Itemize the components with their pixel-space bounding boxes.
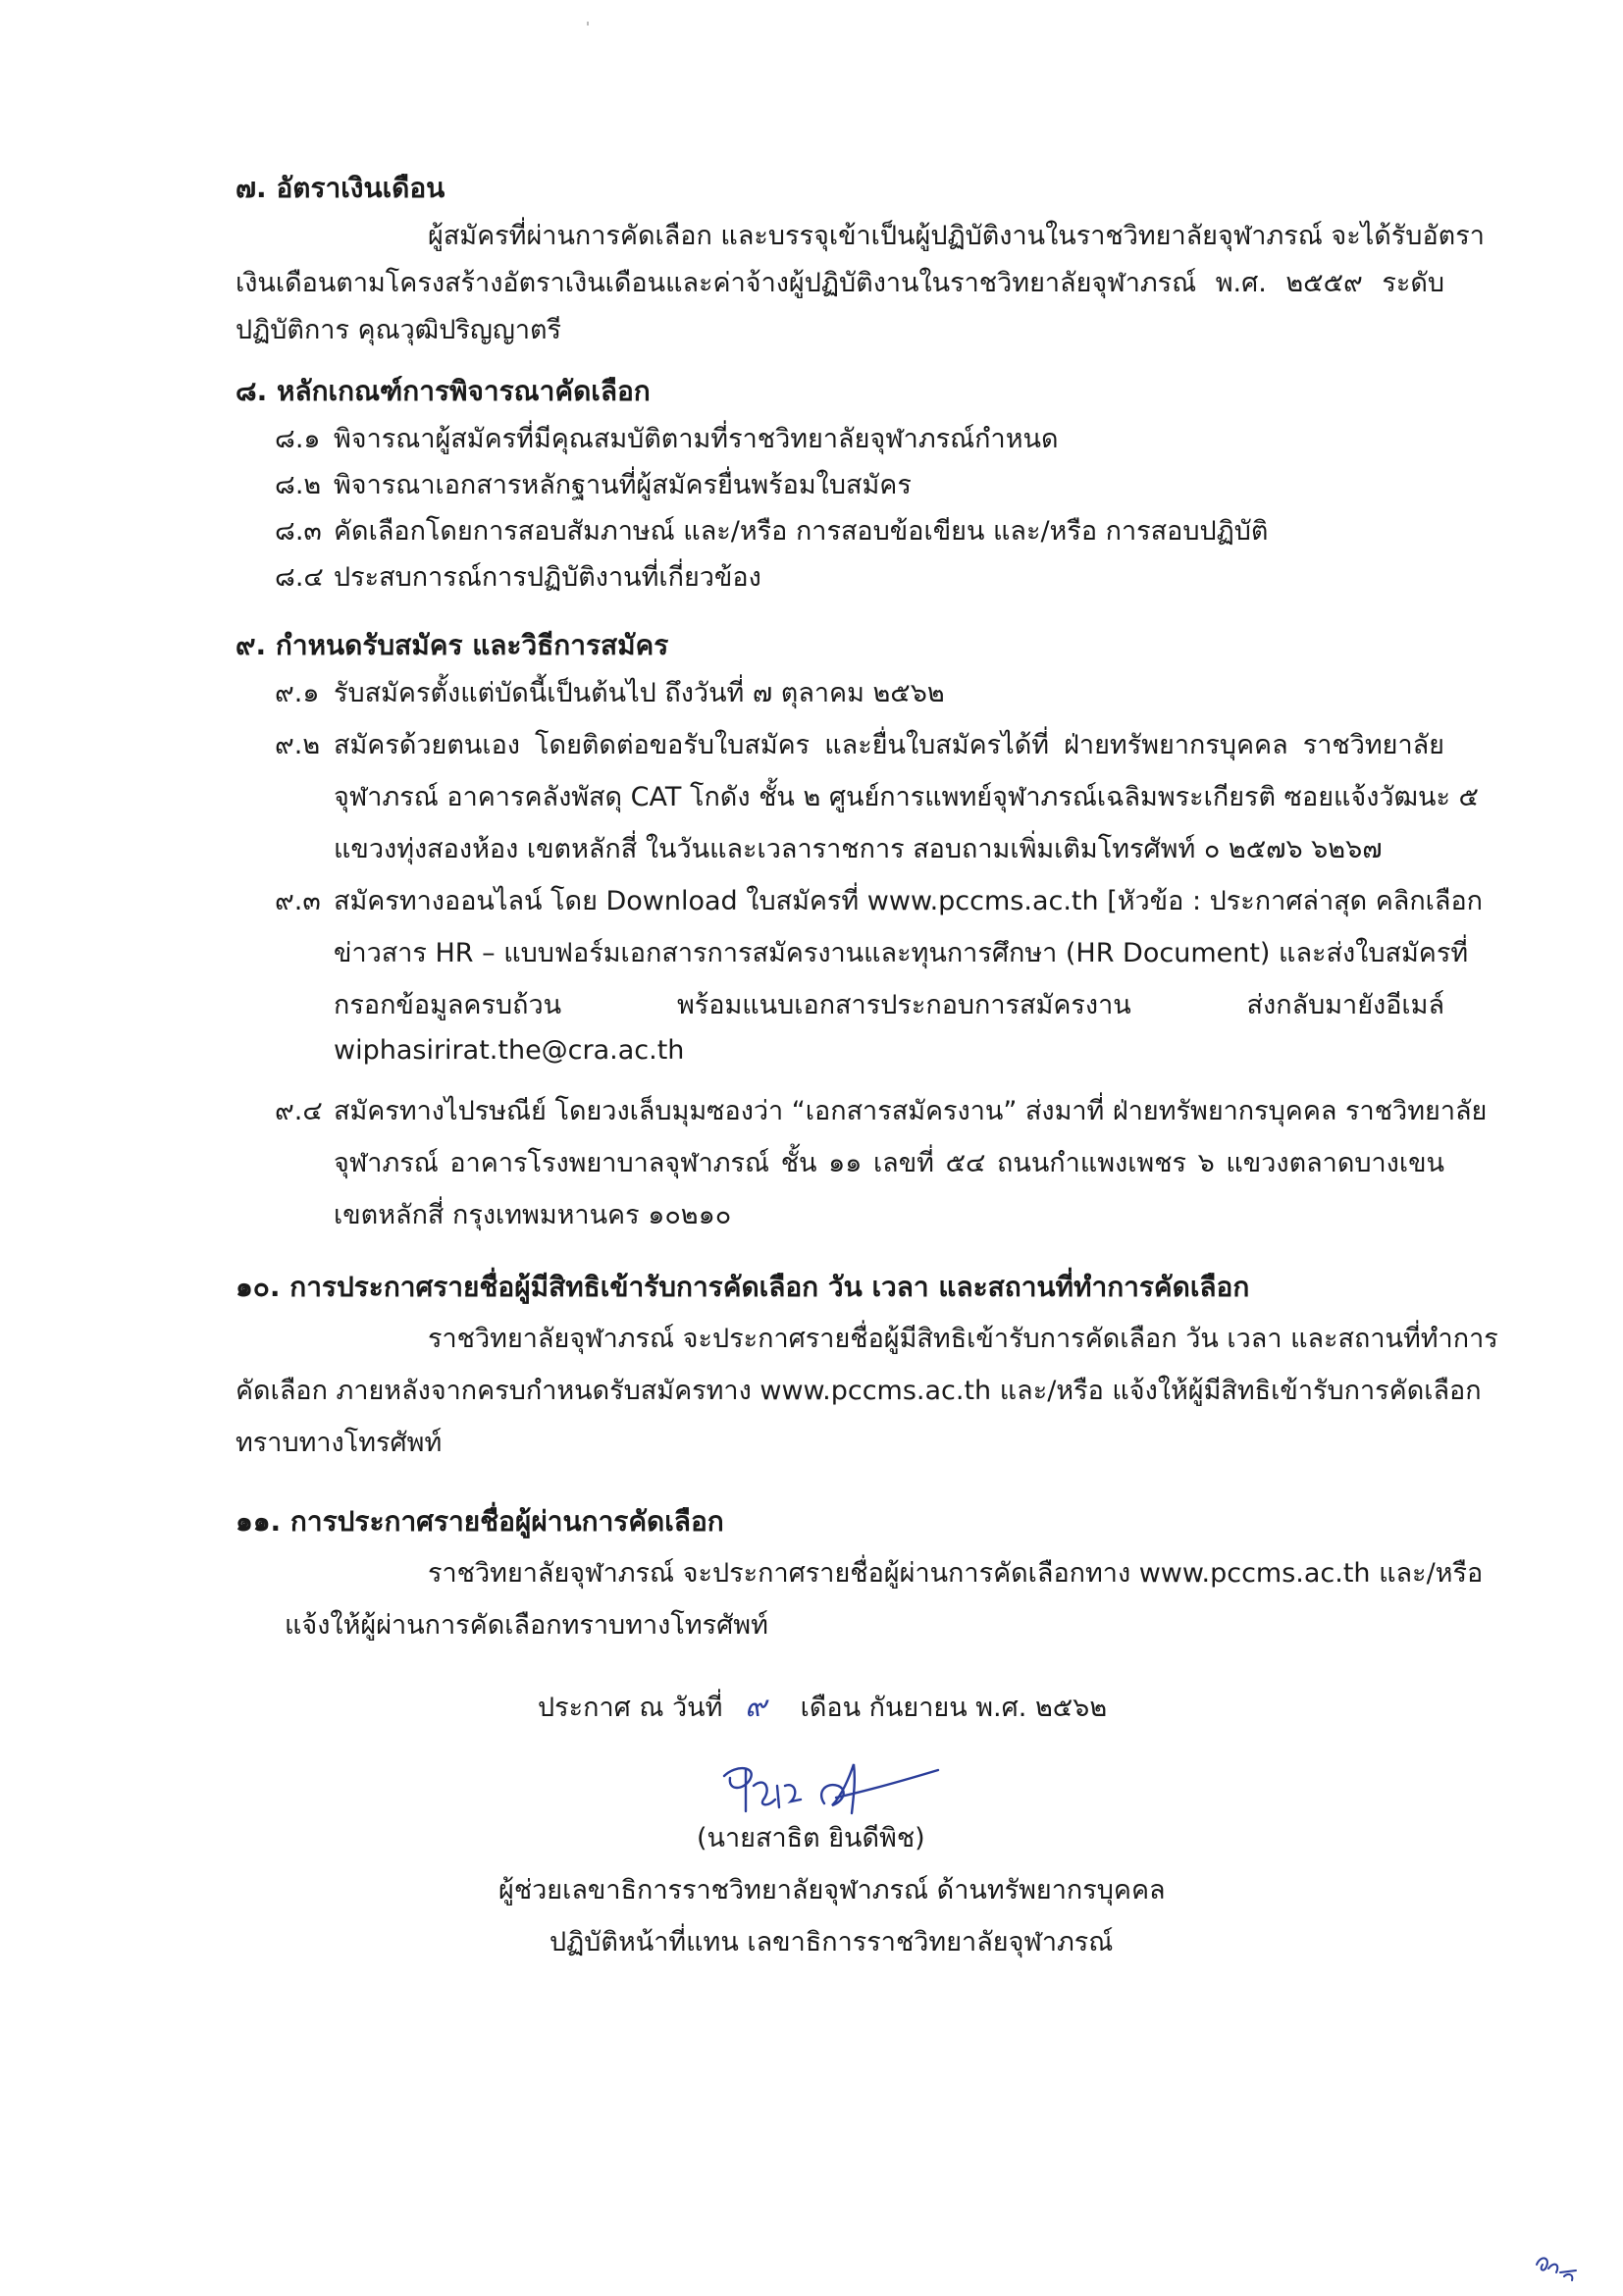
section-7-line-2: เงินเดือนตามโครงสร้างอัตราเงินเดือนและค่าจ้างผู้ปฏิบัติงานในราชวิทยาลัยจุฬาภรณ์ พ.ศ. ๒๕๕๙ ระดับ xyxy=(236,268,1444,298)
section-9-item-3-number: ๙.๓ xyxy=(275,886,321,916)
section-8-item-2-number: ๘.๒ xyxy=(275,470,322,500)
section-9-item-4-line-1: สมัครทางไปรษณีย์ โดยวงเล็บมุมซองว่า “เอกสารสมัครงาน” ส่งมาที่ ฝ่ายทรัพยากรบุคคล ราชวิทยาลัย xyxy=(334,1096,1488,1126)
section-9-item-2-line-3: แขวงทุ่งสองห้อง เขตหลักสี่ ในวันและเวลาราชการ สอบถามเพิ่มเติมโทรศัพท์ ๐ ๒๕๗๖ ๖๒๖๗ xyxy=(334,834,1383,864)
signatory-title-2: ปฏิบัติหน้าที่แทน เลขาธิการราชวิทยาลัยจุฬาภรณ์ xyxy=(550,1927,1114,1957)
section-11-line-2: แจ้งให้ผู้ผ่านการคัดเลือกทราบทางโทรศัพท์ xyxy=(285,1610,768,1641)
section-9-item-1-number: ๙.๑ xyxy=(275,678,320,708)
section-8-item-3-text: คัดเลือกโดยการสอบสัมภาษณ์ และ/หรือ การสอบข้อเขียน และ/หรือ การสอบปฏิบัติ xyxy=(334,516,1269,547)
section-9-item-4-line-3: เขตหลักสี่ กรุงเทพมหานคร ๑๐๒๑๐ xyxy=(334,1200,732,1230)
section-8-item-4-text: ประสบการณ์การปฏิบัติงานที่เกี่ยวข้อง xyxy=(334,562,761,593)
section-9-item-4-number: ๙.๔ xyxy=(275,1096,323,1126)
section-10-line-3: ทราบทางโทรศัพท์ xyxy=(236,1428,443,1458)
section-10-line-2: คัดเลือก ภายหลังจากครบกำหนดรับสมัครทาง www.pccms.ac.th และ/หรือ แจ้งให้ผู้มีสิทธิเข้ารับการคัดเลือก xyxy=(236,1376,1482,1406)
section-8-item-1-text: พิจารณาผู้สมัครที่มีคุณสมบัติตามที่ราชวิทยาลัยจุฬาภรณ์กำหนด xyxy=(334,424,1059,454)
section-9-item-4-line-2: จุฬาภรณ์ อาคารโรงพยาบาลจุฬาภรณ์ ชั้น ๑๑ เลขที่ ๕๔ ถนนกำแพงเพชร ๖ แขวงตลาดบางเขน xyxy=(334,1148,1444,1178)
announcement-date-line xyxy=(538,1684,1107,1730)
section-9-item-1-text: รับสมัครตั้งแต่บัดนี้เป็นต้นไป ถึงวันที่ ๗ ตุลาคม ๒๕๖๒ xyxy=(334,678,945,708)
section-11-line-1: ราชวิทยาลัยจุฬาภรณ์ จะประกาศรายชื่อผู้ผ่านการคัดเลือกทาง www.pccms.ac.th และ/หรือ xyxy=(428,1558,1484,1589)
signature-image xyxy=(707,1756,942,1825)
section-8-item-1-number: ๘.๑ xyxy=(275,424,321,454)
announcement-date-suffix: เดือน กันยายน พ.ศ. ๒๕๖๒ xyxy=(800,1693,1108,1723)
announcement-day-handwritten: ๙ xyxy=(745,1690,766,1724)
announcement-date-prefix: ประกาศ ณ วันที่ xyxy=(538,1693,723,1723)
scan-artifact xyxy=(587,22,589,26)
section-9-item-2-number: ๙.๒ xyxy=(275,730,321,760)
section-9-item-3-line-2: ข่าวสาร HR – แบบฟอร์มเอกสารการสมัครงานและทุนการศึกษา (HR Document) และส่งใบสมัครที่ xyxy=(334,938,1469,968)
section-9-item-3-line-1: สมัครทางออนไลน์ โดย Download ใบสมัครที่ www.pccms.ac.th [หัวข้อ : ประกาศล่าสุด คลิกเลือก xyxy=(334,886,1484,916)
section-10-line-1: ราชวิทยาลัยจุฬาภรณ์ จะประกาศรายชื่อผู้มีสิทธิเข้ารับการคัดเลือก วัน เวลา และสถานที่ทำการ xyxy=(428,1324,1498,1354)
section-7-line-1: ผู้สมัครที่ผ่านการคัดเลือก และบรรจุเข้าเป็นผู้ปฏิบัติงานในราชวิทยาลัยจุฬาภรณ์ จะได้รับอัตรา xyxy=(428,221,1485,251)
section-11-heading: ๑๑. การประกาศรายชื่อผู้ผ่านการคัดเลือก xyxy=(236,1505,724,1538)
section-9-item-2-line-2: จุฬาภรณ์ อาคารคลังพัสดุ CAT โกดัง ชั้น ๒ ศูนย์การแพทย์จุฬาภรณ์เฉลิมพระเกียรติ ซอยแจ้งวัฒนะ ๕ xyxy=(334,782,1479,812)
section-8-item-2-text: พิจารณาเอกสารหลักฐานที่ผู้สมัครยื่นพร้อมใบสมัคร xyxy=(334,470,912,500)
section-9-item-3-line-3: กรอกข้อมูลครบถ้วน พร้อมแนบเอกสารประกอบการสมัครงาน ส่งกลับมายังอีเมล์ xyxy=(334,990,1444,1020)
signatory-title-1: ผู้ช่วยเลขาธิการราชวิทยาลัยจุฬาภรณ์ ด้านทรัพยากรบุคคล xyxy=(498,1875,1166,1905)
section-9-heading: ๙. กำหนดรับสมัคร และวิธีการสมัคร xyxy=(236,629,669,661)
section-7-heading: ๗. อัตราเงินเดือน xyxy=(236,172,445,204)
initials-mark xyxy=(1531,2247,1590,2286)
section-8-item-4-number: ๘.๔ xyxy=(275,562,324,593)
section-7-line-3: ปฏิบัติการ คุณวุฒิปริญญาตรี xyxy=(236,315,562,345)
section-8-item-3-number: ๘.๓ xyxy=(275,516,322,547)
signatory-name: (นายสาธิต ยินดีพิช) xyxy=(697,1823,925,1853)
section-10-heading: ๑๐. การประกาศรายชื่อผู้มีสิทธิเข้ารับการคัดเลือก วัน เวลา และสถานที่ทำการคัดเลือก xyxy=(236,1271,1250,1303)
section-9-item-2-line-1: สมัครด้วยตนเอง โดยติดต่อขอรับใบสมัคร และยื่นใบสมัครได้ที่ ฝ่ายทรัพยากรบุคคล ราชวิทยาลัย xyxy=(334,730,1444,760)
section-8-heading: ๘. หลักเกณฑ์การพิจารณาคัดเลือก xyxy=(236,375,651,407)
section-9-item-3-email: wiphasirirat.the@cra.ac.th xyxy=(334,1035,685,1066)
